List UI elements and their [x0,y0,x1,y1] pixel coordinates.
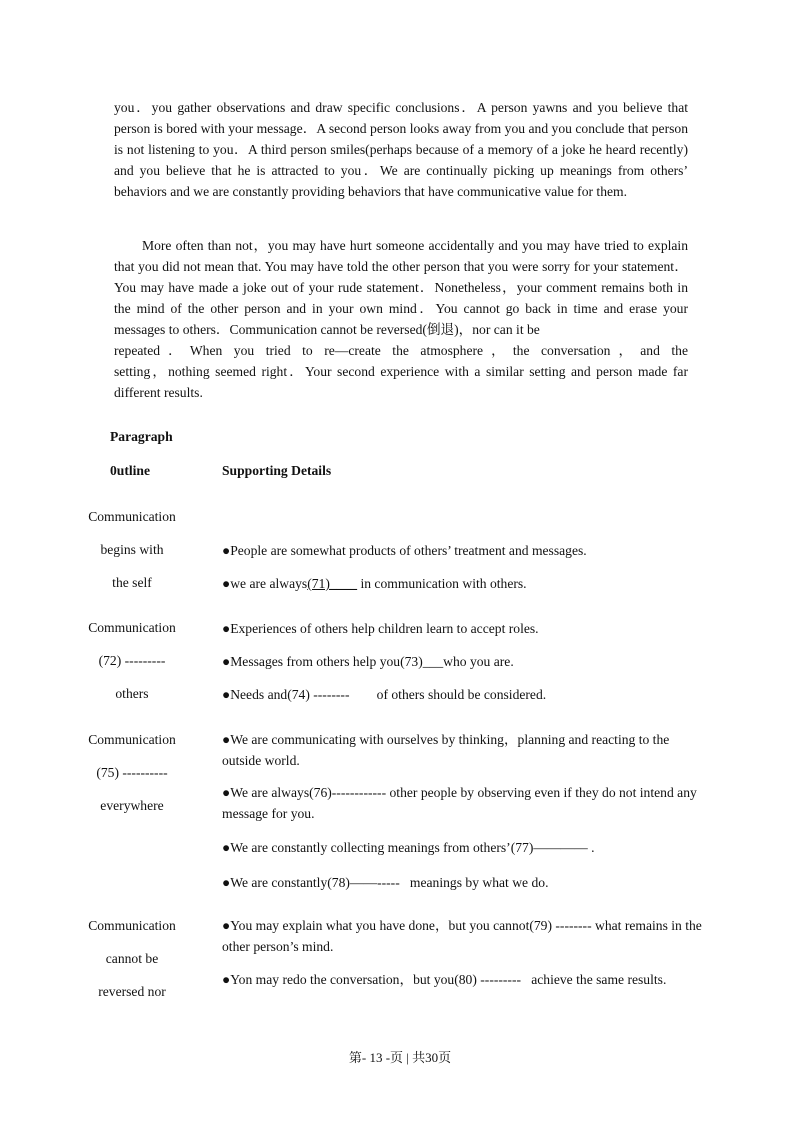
outline-line: everywhere [100,798,164,813]
outline-line: Communication [88,509,176,524]
paragraph-2 [114,235,688,403]
detail-row-2-item-1: ●Experiences of others help children learn to accept roles. [222,621,539,636]
detail-row-4-item-1: ●You may explain what you have done，but you cannot(79) -------- what remains in the other person’s mind. [222,918,702,954]
paragraph-1: you．you gather observations and draw specific conclusions．A person yawns and you believe that person is bored with your message．A second person looks away from you and you conclude that person is not listening to you．A third person smiles(perhaps because of a memory of a joke he heard recently) and you believe that he is attracted to you．We are continually picking up meanings from others’ behaviors and we are constantly providing behaviors that have communicative value for them. [114,100,688,199]
detail-row-2-item-2: ●Messages from others help you(73)___who you are. [222,654,514,669]
outline-row-3 [72,729,192,828]
outline-line: others [115,686,149,701]
outline-row-1 [72,506,192,605]
paragraph-2-part-a: More often than not，you may have hurt someone accidentally and you may have tried to explain that you did not mean that. You may have told the other person that you were sorry for your statement．You may have made a joke out of your rude statement．Nonetheless，your comment remains both in the mind of the other person and in your own mind．You cannot go back in time and erase your messages to others．Communication cannot be reversed(倒退)，nor can it be [114,238,688,337]
outline-line: Communication [88,732,176,747]
detail-row-4-item-2: ●Yon may redo the conversation，but you(80) --------- achieve the same results. [222,972,667,987]
table-header-outline: 0utline [110,463,151,478]
detail-row-3-item-1: ●We are communicating with ourselves by thinking，planning and reacting to the outside world. [222,732,670,768]
outline-line: reversed nor [98,984,166,999]
outline-line: cannot be [105,951,159,966]
paragraph-2-part-c: setting，nothing seemed right．Your second experience with a similar setting and person made far different results. [114,364,688,400]
outline-line: Communication [88,918,176,933]
detail-row-3-item-4: ●We are constantly(78)——----- meanings by what we do. [222,875,549,890]
table-header-details: Supporting Details [222,463,332,478]
outline-row-4 [72,915,192,1014]
detail-row-3-item-3: ●We are constantly collecting meanings from others’(77)———— . [222,840,595,855]
outline-row-2 [72,617,192,716]
page-footer: 第- 13 -页 | 共30页 [348,1050,452,1065]
detail-row-1-item-1: ●People are somewhat products of others’ treatment and messages. [222,543,587,558]
outline-line: begins with [100,542,164,557]
outline-line: (72) --------- [98,653,166,668]
outline-line: (75) ---------- [96,765,168,780]
detail-text: in communication with others. [357,576,527,591]
detail-row-3-item-2: ●We are always(76)------------ other people by observing even if they do not intend any message for you. [222,785,697,821]
detail-text: ●we are always [222,576,308,591]
paragraph-2-part-b: repeated．When you tried to re—create the atmosphere，the conversation，and the [114,343,688,358]
blank-71: (71)____ [307,576,358,591]
outline-line: Communication [88,620,176,635]
table-header-paragraph: Paragraph [110,429,173,444]
outline-line: the self [112,575,152,590]
detail-row-2-item-3: ●Needs and(74) -------- of others should be considered. [222,687,547,702]
detail-row-1-item-2 [222,573,702,594]
